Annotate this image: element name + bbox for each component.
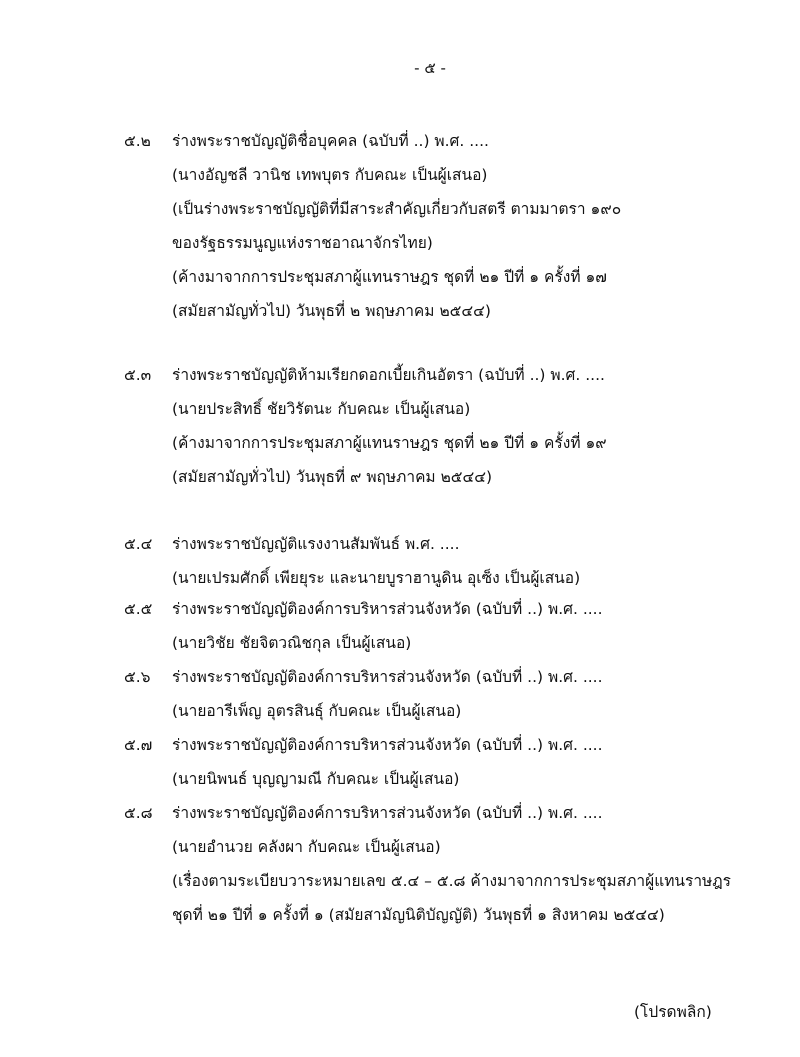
agenda-item-detail: (เรื่องตามระเบียบวาระหมายเลข ๕.๔ – ๕.๘ ค้างมาจากการประชุมสภาผู้แทนราษฎร bbox=[172, 872, 731, 890]
agenda-item-number: ๕.๓ bbox=[124, 366, 152, 384]
agenda-item bbox=[124, 664, 784, 732]
agenda-item-detail: ของรัฐธรรมนูญแห่งราชอาณาจักรไทย) bbox=[172, 234, 433, 252]
agenda-item-detail: (นายอารีเพ็ญ อุตรสินธุ์ กับคณะ เป็นผู้เสนอ) bbox=[172, 702, 462, 720]
agenda-item bbox=[124, 531, 784, 599]
agenda-item-number: ๕.๔ bbox=[124, 535, 153, 553]
please-turn-over-note: (โปรดพลิก) bbox=[634, 1003, 712, 1021]
agenda-item-number: ๕.๕ bbox=[124, 600, 153, 618]
agenda-item bbox=[124, 362, 784, 498]
agenda-item-number: ๕.๗ bbox=[124, 736, 153, 754]
agenda-item-title: ร่างพระราชบัญญัติองค์การบริหารส่วนจังหวัด (ฉบับที่ ..) พ.ศ. .... bbox=[172, 668, 603, 686]
agenda-item-header bbox=[124, 128, 784, 162]
agenda-item-header bbox=[124, 732, 784, 766]
agenda-item bbox=[124, 732, 784, 800]
agenda-item-number: ๕.๖ bbox=[124, 668, 151, 686]
agenda-item-detail: (ค้างมาจากการประชุมสภาผู้แทนราษฎร ชุดที่ ๒๑ ปีที่ ๑ ครั้งที่ ๑๗ bbox=[172, 268, 607, 286]
agenda-item-title: ร่างพระราชบัญญัติองค์การบริหารส่วนจังหวัด (ฉบับที่ ..) พ.ศ. .... bbox=[172, 804, 603, 822]
agenda-item-header bbox=[124, 664, 784, 698]
agenda-item-header bbox=[124, 596, 784, 630]
agenda-item-detail: (นายเปรมศักดิ์ เพียยุระ และนายบูราฮานูดิน อุเซ็ง เป็นผู้เสนอ) bbox=[172, 569, 581, 587]
agenda-item-detail: (สมัยสามัญทั่วไป) วันพุธที่ ๙ พฤษภาคม ๒๕๔๔) bbox=[172, 468, 493, 486]
agenda-item-header bbox=[124, 800, 784, 834]
agenda-item-title: ร่างพระราชบัญญัติห้ามเรียกดอกเบี้ยเกินอัตรา (ฉบับที่ ..) พ.ศ. .... bbox=[172, 366, 605, 384]
agenda-item bbox=[124, 596, 784, 664]
agenda-item-detail: (นายนิพนธ์ บุญญามณี กับคณะ เป็นผู้เสนอ) bbox=[172, 770, 460, 788]
page-number: - ๕ - bbox=[414, 59, 446, 77]
agenda-item-header bbox=[124, 531, 784, 565]
agenda-item bbox=[124, 800, 784, 936]
agenda-item-detail: (นายวิชัย ชัยจิตวณิชกุล เป็นผู้เสนอ) bbox=[172, 634, 412, 652]
agenda-item-detail: (ค้างมาจากการประชุมสภาผู้แทนราษฎร ชุดที่ ๒๑ ปีที่ ๑ ครั้งที่ ๑๙ bbox=[172, 434, 607, 452]
agenda-item-detail: (เป็นร่างพระราชบัญญัติที่มีสาระสำคัญเกี่ยวกับสตรี ตามมาตรา ๑๙๐ bbox=[172, 200, 622, 218]
agenda-item-detail: (นายอำนวย คลังผา กับคณะ เป็นผู้เสนอ) bbox=[172, 838, 441, 856]
agenda-item-title: ร่างพระราชบัญญัติแรงงานสัมพันธ์ พ.ศ. .... bbox=[172, 535, 460, 553]
agenda-item-detail: ชุดที่ ๒๑ ปีที่ ๑ ครั้งที่ ๑ (สมัยสามัญนิติบัญญัติ) วันพุธที่ ๑ สิงหาคม ๒๕๔๔) bbox=[172, 906, 665, 924]
agenda-item-number: ๕.๒ bbox=[124, 132, 151, 150]
agenda-item-title: ร่างพระราชบัญญัติชื่อบุคคล (ฉบับที่ ..) พ.ศ. .... bbox=[172, 132, 489, 150]
agenda-item-detail: (นายประสิทธิ์ ชัยวิรัตนะ กับคณะ เป็นผู้เสนอ) bbox=[172, 400, 471, 418]
agenda-item-title: ร่างพระราชบัญญัติองค์การบริหารส่วนจังหวัด (ฉบับที่ ..) พ.ศ. .... bbox=[172, 600, 603, 618]
agenda-item-detail: (สมัยสามัญทั่วไป) วันพุธที่ ๒ พฤษภาคม ๒๕๔๔) bbox=[172, 302, 491, 320]
agenda-item-number: ๕.๘ bbox=[124, 804, 153, 822]
agenda-item-header bbox=[124, 362, 784, 396]
agenda-item-detail: (นางอัญชลี วานิช เทพบุตร กับคณะ เป็นผู้เสนอ) bbox=[172, 166, 488, 184]
agenda-item-title: ร่างพระราชบัญญัติองค์การบริหารส่วนจังหวัด (ฉบับที่ ..) พ.ศ. .... bbox=[172, 736, 603, 754]
agenda-item bbox=[124, 128, 784, 332]
